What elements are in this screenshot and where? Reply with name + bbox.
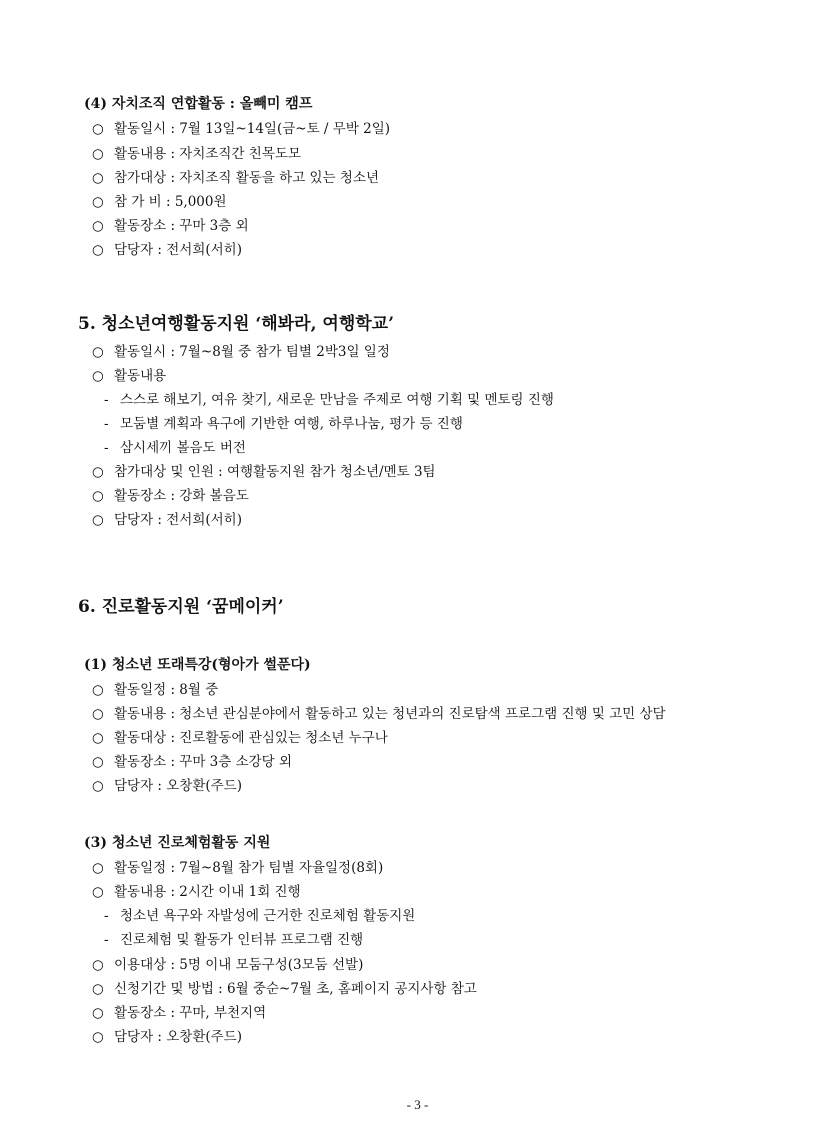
- list-item: ○ 활동장소 : 꾸마 3층 외: [92, 218, 249, 234]
- list-item: ○ 담당자 : 오창환(주드): [92, 778, 242, 794]
- list-item: ○ 활동일정 : 8월 중: [92, 682, 219, 698]
- section-5-title: 5. 청소년여행활동지원 ‘해봐라, 여행학교’: [78, 314, 395, 334]
- list-item: ○ 활동일시 : 7월 13일~14일(금~토 / 무박 2일): [92, 121, 391, 137]
- bullet-icon: ○: [92, 706, 104, 722]
- dash-icon: -: [104, 932, 109, 948]
- bullet-icon: ○: [92, 1029, 104, 1045]
- bullet-icon: ○: [92, 464, 104, 480]
- section-4-title: (4) 자치조직 연합활동 : 올빼미 캠프: [84, 96, 313, 112]
- dash-icon: -: [104, 440, 109, 456]
- list-item: ○ 활동내용: [92, 368, 167, 384]
- bullet-icon: ○: [92, 957, 104, 973]
- list-item: ○ 담당자 : 오창환(주드): [92, 1029, 242, 1045]
- bullet-icon: ○: [92, 682, 104, 698]
- bullet-icon: ○: [92, 778, 104, 794]
- bullet-icon: ○: [92, 488, 104, 504]
- list-item: ○ 활동장소 : 강화 볼음도: [92, 488, 249, 504]
- bullet-icon: ○: [92, 730, 104, 746]
- bullet-icon: ○: [92, 1005, 104, 1021]
- page-number: - 3 -: [406, 1097, 429, 1112]
- sub-list-item: - 삼시세끼 볼음도 버전: [104, 440, 246, 456]
- list-item: ○ 활동내용 : 청소년 관심분야에서 활동하고 있는 청년과의 진로탐색 프로그램 진행 및 고민 상담: [92, 706, 666, 722]
- dash-icon: -: [104, 908, 109, 924]
- dash-icon: -: [104, 416, 109, 432]
- list-item: ○ 활동내용 : 2시간 이내 1회 진행: [92, 884, 301, 900]
- bullet-icon: ○: [92, 368, 104, 384]
- list-item: ○ 담당자 : 전서희(서히): [92, 242, 242, 258]
- sub-list-item: - 진로체험 및 활동가 인터뷰 프로그램 진행: [104, 932, 364, 948]
- list-item: ○ 활동대상 : 진로활동에 관심있는 청소년 누구나: [92, 730, 388, 746]
- list-item: ○ 이용대상 : 5명 이내 모둠구성(3모둠 선발): [92, 957, 364, 973]
- bullet-icon: ○: [92, 512, 104, 528]
- bullet-icon: ○: [92, 884, 104, 900]
- dash-icon: -: [104, 392, 109, 408]
- bullet-icon: ○: [92, 754, 104, 770]
- section-6-1-title: (1) 청소년 또래특강(형아가 썰푼다): [84, 657, 311, 673]
- bullet-icon: ○: [92, 170, 104, 186]
- list-item: ○ 참가대상 : 자치조직 활동을 하고 있는 청소년: [92, 170, 380, 186]
- bullet-icon: ○: [92, 344, 104, 360]
- bullet-icon: ○: [92, 146, 104, 162]
- bullet-icon: ○: [92, 218, 104, 234]
- list-item: ○ 신청기간 및 방법 : 6월 중순~7월 초, 홈페이지 공지사항 참고: [92, 981, 477, 997]
- sub-list-item: - 청소년 욕구와 자발성에 근거한 진로체험 활동지원: [104, 908, 416, 924]
- section-6-title: 6. 진로활동지원 ‘꿈메이커’: [78, 597, 284, 617]
- list-item: ○ 활동일시 : 7월~8월 중 참가 팀별 2박3일 일정: [92, 344, 390, 360]
- list-item: ○ 담당자 : 전서희(서히): [92, 512, 242, 528]
- list-item: ○ 참 가 비 : 5,000원: [92, 194, 227, 210]
- bullet-icon: ○: [92, 121, 104, 137]
- sub-list-item: - 스스로 해보기, 여유 찾기, 새로운 만남을 주제로 여행 기획 및 멘토링 진행: [104, 392, 554, 408]
- bullet-icon: ○: [92, 194, 104, 210]
- sub-list-item: - 모둠별 계획과 욕구에 기반한 여행, 하루나눔, 평가 등 진행: [104, 416, 463, 432]
- list-item: ○ 활동장소 : 꾸마, 부천지역: [92, 1005, 267, 1021]
- bullet-icon: ○: [92, 860, 104, 876]
- list-item: ○ 참가대상 및 인원 : 여행활동지원 참가 청소년/멘토 3팀: [92, 464, 436, 480]
- section-6-3-title: (3) 청소년 진로체험활동 지원: [84, 835, 271, 851]
- bullet-icon: ○: [92, 242, 104, 258]
- list-item: ○ 활동일정 : 7월~8월 참가 팀별 자율일정(8회): [92, 860, 384, 876]
- list-item: ○ 활동장소 : 꾸마 3층 소강당 외: [92, 754, 293, 770]
- list-item: ○ 활동내용 : 자치조직간 친목도모: [92, 146, 301, 162]
- bullet-icon: ○: [92, 981, 104, 997]
